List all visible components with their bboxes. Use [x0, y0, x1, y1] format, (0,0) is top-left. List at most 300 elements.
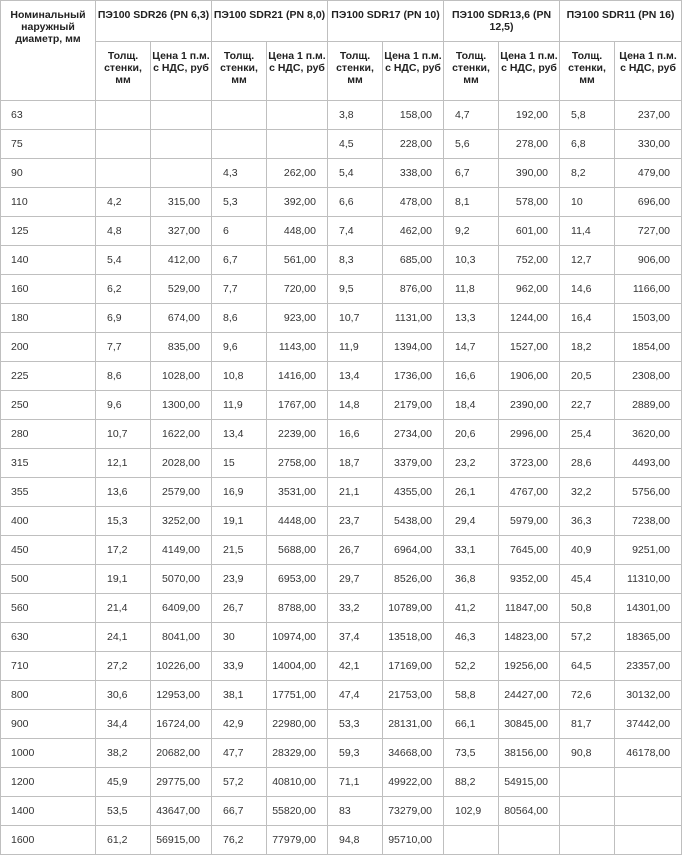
price-cell: 835,00 — [151, 333, 212, 362]
diameter-cell: 500 — [1, 565, 96, 594]
group-header-sdr26: ПЭ100 SDR26 (PN 6,3) — [96, 1, 212, 42]
table-row — [1, 188, 682, 217]
table-row — [1, 826, 682, 855]
thickness-cell: 88,2 — [444, 768, 499, 797]
thickness-cell: 7,7 — [212, 275, 267, 304]
price-cell: 3723,00 — [499, 449, 560, 478]
thickness-cell: 20,6 — [444, 420, 499, 449]
table-row — [1, 478, 682, 507]
thickness-cell: 27,2 — [96, 652, 151, 681]
price-cell: 6964,00 — [383, 536, 444, 565]
thickness-cell: 26,7 — [328, 536, 383, 565]
price-cell — [615, 797, 682, 826]
price-cell: 3252,00 — [151, 507, 212, 536]
thickness-cell — [96, 159, 151, 188]
price-cell: 2889,00 — [615, 391, 682, 420]
group-header-sdr11: ПЭ100 SDR11 (PN 16) — [560, 1, 682, 42]
thickness-cell: 61,2 — [96, 826, 151, 855]
thickness-header: Толщ. стенки, мм — [96, 42, 151, 101]
price-cell: 10974,00 — [267, 623, 328, 652]
price-cell: 9352,00 — [499, 565, 560, 594]
thickness-cell: 59,3 — [328, 739, 383, 768]
thickness-cell: 11,8 — [444, 275, 499, 304]
price-cell: 752,00 — [499, 246, 560, 275]
thickness-cell — [560, 768, 615, 797]
table-row — [1, 565, 682, 594]
thickness-cell: 6,7 — [212, 246, 267, 275]
price-cell: 38156,00 — [499, 739, 560, 768]
thickness-cell: 15 — [212, 449, 267, 478]
table-row — [1, 420, 682, 449]
price-cell: 30132,00 — [615, 681, 682, 710]
thickness-cell: 36,8 — [444, 565, 499, 594]
price-cell: 1028,00 — [151, 362, 212, 391]
thickness-cell: 64,5 — [560, 652, 615, 681]
thickness-cell — [212, 130, 267, 159]
price-cell: 4448,00 — [267, 507, 328, 536]
price-cell: 3379,00 — [383, 449, 444, 478]
price-cell: 412,00 — [151, 246, 212, 275]
price-header: Цена 1 п.м. с НДС, руб — [499, 42, 560, 101]
thickness-cell: 72,6 — [560, 681, 615, 710]
thickness-header: Толщ. стенки, мм — [444, 42, 499, 101]
price-cell: 962,00 — [499, 275, 560, 304]
thickness-cell: 19,1 — [212, 507, 267, 536]
diameter-cell: 90 — [1, 159, 96, 188]
thickness-cell: 46,3 — [444, 623, 499, 652]
thickness-cell — [96, 130, 151, 159]
thickness-cell: 13,4 — [328, 362, 383, 391]
thickness-cell — [212, 101, 267, 130]
price-cell: 21753,00 — [383, 681, 444, 710]
diameter-cell: 125 — [1, 217, 96, 246]
price-cell: 1854,00 — [615, 333, 682, 362]
thickness-cell: 6,7 — [444, 159, 499, 188]
price-cell: 37442,00 — [615, 710, 682, 739]
diameter-cell: 75 — [1, 130, 96, 159]
thickness-cell: 9,6 — [212, 333, 267, 362]
thickness-cell: 13,3 — [444, 304, 499, 333]
price-cell: 73279,00 — [383, 797, 444, 826]
price-cell: 5756,00 — [615, 478, 682, 507]
thickness-cell: 22,7 — [560, 391, 615, 420]
price-cell: 5979,00 — [499, 507, 560, 536]
price-cell: 4767,00 — [499, 478, 560, 507]
thickness-cell: 33,2 — [328, 594, 383, 623]
price-cell: 49922,00 — [383, 768, 444, 797]
thickness-cell: 53,5 — [96, 797, 151, 826]
thickness-cell: 16,6 — [444, 362, 499, 391]
price-cell: 392,00 — [267, 188, 328, 217]
thickness-cell: 8,1 — [444, 188, 499, 217]
price-cell: 9251,00 — [615, 536, 682, 565]
price-cell: 1131,00 — [383, 304, 444, 333]
diameter-cell: 160 — [1, 275, 96, 304]
table-row — [1, 304, 682, 333]
price-cell: 14004,00 — [267, 652, 328, 681]
table-row — [1, 246, 682, 275]
price-cell: 24427,00 — [499, 681, 560, 710]
diameter-header: Номинальный наружный диаметр, мм — [1, 1, 96, 101]
table-row — [1, 710, 682, 739]
thickness-cell: 7,7 — [96, 333, 151, 362]
thickness-cell: 90,8 — [560, 739, 615, 768]
price-cell: 56915,00 — [151, 826, 212, 855]
price-cell: 12953,00 — [151, 681, 212, 710]
header-row-subcolumns — [1, 42, 682, 101]
thickness-cell: 3,8 — [328, 101, 383, 130]
thickness-cell: 14,8 — [328, 391, 383, 420]
thickness-cell: 6,9 — [96, 304, 151, 333]
thickness-cell: 4,3 — [212, 159, 267, 188]
thickness-cell — [560, 797, 615, 826]
thickness-cell: 4,8 — [96, 217, 151, 246]
price-cell: 14301,00 — [615, 594, 682, 623]
thickness-cell: 21,5 — [212, 536, 267, 565]
thickness-cell: 29,4 — [444, 507, 499, 536]
price-cell: 3620,00 — [615, 420, 682, 449]
thickness-cell: 8,6 — [96, 362, 151, 391]
thickness-header: Толщ. стенки, мм — [328, 42, 383, 101]
thickness-cell: 16,4 — [560, 304, 615, 333]
diameter-cell: 250 — [1, 391, 96, 420]
price-cell: 11847,00 — [499, 594, 560, 623]
price-cell: 2579,00 — [151, 478, 212, 507]
thickness-cell: 16,9 — [212, 478, 267, 507]
thickness-cell: 57,2 — [560, 623, 615, 652]
diameter-cell: 560 — [1, 594, 96, 623]
thickness-cell: 50,8 — [560, 594, 615, 623]
price-cell: 601,00 — [499, 217, 560, 246]
thickness-cell: 102,9 — [444, 797, 499, 826]
thickness-cell: 23,9 — [212, 565, 267, 594]
thickness-cell: 42,9 — [212, 710, 267, 739]
thickness-cell: 53,3 — [328, 710, 383, 739]
thickness-cell: 18,4 — [444, 391, 499, 420]
price-cell: 6409,00 — [151, 594, 212, 623]
diameter-cell: 200 — [1, 333, 96, 362]
thickness-cell: 10,7 — [96, 420, 151, 449]
thickness-cell: 18,7 — [328, 449, 383, 478]
thickness-cell: 13,6 — [96, 478, 151, 507]
thickness-cell: 10,3 — [444, 246, 499, 275]
thickness-cell: 9,6 — [96, 391, 151, 420]
price-cell — [615, 826, 682, 855]
diameter-cell: 280 — [1, 420, 96, 449]
thickness-cell: 9,5 — [328, 275, 383, 304]
table-row — [1, 101, 682, 130]
price-cell: 55820,00 — [267, 797, 328, 826]
thickness-cell: 21,1 — [328, 478, 383, 507]
price-cell: 2308,00 — [615, 362, 682, 391]
thickness-cell: 5,6 — [444, 130, 499, 159]
thickness-cell: 34,4 — [96, 710, 151, 739]
thickness-cell: 19,1 — [96, 565, 151, 594]
thickness-cell: 4,7 — [444, 101, 499, 130]
group-header-sdr13-6: ПЭ100 SDR13,6 (PN 12,5) — [444, 1, 560, 42]
price-cell: 685,00 — [383, 246, 444, 275]
thickness-cell: 40,9 — [560, 536, 615, 565]
thickness-cell: 11,9 — [328, 333, 383, 362]
thickness-cell: 26,1 — [444, 478, 499, 507]
diameter-cell: 1600 — [1, 826, 96, 855]
diameter-cell: 800 — [1, 681, 96, 710]
thickness-cell: 17,2 — [96, 536, 151, 565]
price-cell: 228,00 — [383, 130, 444, 159]
price-cell: 19256,00 — [499, 652, 560, 681]
price-cell: 80564,00 — [499, 797, 560, 826]
price-cell — [151, 130, 212, 159]
thickness-cell: 6,2 — [96, 275, 151, 304]
price-cell: 1244,00 — [499, 304, 560, 333]
price-cell: 28329,00 — [267, 739, 328, 768]
price-cell: 14823,00 — [499, 623, 560, 652]
thickness-cell: 83 — [328, 797, 383, 826]
table-row — [1, 217, 682, 246]
price-cell: 1527,00 — [499, 333, 560, 362]
diameter-cell: 315 — [1, 449, 96, 478]
thickness-cell: 42,1 — [328, 652, 383, 681]
price-cell: 674,00 — [151, 304, 212, 333]
price-cell: 11310,00 — [615, 565, 682, 594]
thickness-cell: 47,4 — [328, 681, 383, 710]
thickness-cell: 23,7 — [328, 507, 383, 536]
price-cell: 315,00 — [151, 188, 212, 217]
price-cell: 13518,00 — [383, 623, 444, 652]
price-cell: 54915,00 — [499, 768, 560, 797]
price-cell: 327,00 — [151, 217, 212, 246]
thickness-cell: 66,7 — [212, 797, 267, 826]
price-header: Цена 1 п.м. с НДС, руб — [383, 42, 444, 101]
thickness-cell: 37,4 — [328, 623, 383, 652]
thickness-cell: 5,3 — [212, 188, 267, 217]
table-row — [1, 362, 682, 391]
table-row — [1, 391, 682, 420]
thickness-cell — [444, 826, 499, 855]
thickness-cell: 58,8 — [444, 681, 499, 710]
thickness-cell: 13,4 — [212, 420, 267, 449]
thickness-cell — [96, 101, 151, 130]
price-cell — [267, 130, 328, 159]
price-cell: 4149,00 — [151, 536, 212, 565]
price-cell: 478,00 — [383, 188, 444, 217]
price-cell: 448,00 — [267, 217, 328, 246]
price-cell: 2996,00 — [499, 420, 560, 449]
price-cell: 8526,00 — [383, 565, 444, 594]
thickness-cell: 33,1 — [444, 536, 499, 565]
price-cell — [499, 826, 560, 855]
thickness-cell: 10 — [560, 188, 615, 217]
thickness-cell: 76,2 — [212, 826, 267, 855]
diameter-cell: 180 — [1, 304, 96, 333]
price-cell: 338,00 — [383, 159, 444, 188]
price-cell: 158,00 — [383, 101, 444, 130]
diameter-cell: 400 — [1, 507, 96, 536]
price-cell: 2239,00 — [267, 420, 328, 449]
price-cell: 16724,00 — [151, 710, 212, 739]
price-cell: 1622,00 — [151, 420, 212, 449]
thickness-cell: 45,4 — [560, 565, 615, 594]
diameter-cell: 1400 — [1, 797, 96, 826]
table-row — [1, 594, 682, 623]
thickness-cell: 14,7 — [444, 333, 499, 362]
price-cell: 2028,00 — [151, 449, 212, 478]
table-row — [1, 275, 682, 304]
diameter-cell: 900 — [1, 710, 96, 739]
thickness-cell: 20,5 — [560, 362, 615, 391]
price-cell: 7238,00 — [615, 507, 682, 536]
price-cell: 29775,00 — [151, 768, 212, 797]
thickness-cell: 21,4 — [96, 594, 151, 623]
group-header-sdr17: ПЭ100 SDR17 (PN 10) — [328, 1, 444, 42]
price-cell: 6953,00 — [267, 565, 328, 594]
thickness-cell: 23,2 — [444, 449, 499, 478]
thickness-cell: 73,5 — [444, 739, 499, 768]
thickness-cell: 8,3 — [328, 246, 383, 275]
thickness-cell: 94,8 — [328, 826, 383, 855]
thickness-cell — [560, 826, 615, 855]
table-row — [1, 507, 682, 536]
price-cell: 1767,00 — [267, 391, 328, 420]
price-header: Цена 1 п.м. с НДС, руб — [151, 42, 212, 101]
price-cell: 5070,00 — [151, 565, 212, 594]
thickness-cell: 11,9 — [212, 391, 267, 420]
thickness-cell: 16,6 — [328, 420, 383, 449]
thickness-cell: 8,6 — [212, 304, 267, 333]
diameter-cell: 710 — [1, 652, 96, 681]
thickness-cell: 32,2 — [560, 478, 615, 507]
thickness-cell: 38,1 — [212, 681, 267, 710]
thickness-cell: 18,2 — [560, 333, 615, 362]
price-cell: 22980,00 — [267, 710, 328, 739]
price-cell: 462,00 — [383, 217, 444, 246]
table-row — [1, 797, 682, 826]
price-cell: 34668,00 — [383, 739, 444, 768]
diameter-cell: 1200 — [1, 768, 96, 797]
price-cell: 1394,00 — [383, 333, 444, 362]
thickness-cell: 26,7 — [212, 594, 267, 623]
diameter-cell: 110 — [1, 188, 96, 217]
thickness-cell: 14,6 — [560, 275, 615, 304]
thickness-cell: 15,3 — [96, 507, 151, 536]
table-row — [1, 536, 682, 565]
thickness-cell: 28,6 — [560, 449, 615, 478]
price-cell: 17169,00 — [383, 652, 444, 681]
price-cell: 906,00 — [615, 246, 682, 275]
table-row — [1, 159, 682, 188]
diameter-cell: 450 — [1, 536, 96, 565]
thickness-cell: 10,8 — [212, 362, 267, 391]
table-row — [1, 739, 682, 768]
diameter-cell: 140 — [1, 246, 96, 275]
thickness-cell: 12,7 — [560, 246, 615, 275]
price-cell: 28131,00 — [383, 710, 444, 739]
thickness-cell: 12,1 — [96, 449, 151, 478]
thickness-cell: 24,1 — [96, 623, 151, 652]
thickness-cell: 5,4 — [328, 159, 383, 188]
price-cell: 4493,00 — [615, 449, 682, 478]
price-cell: 77979,00 — [267, 826, 328, 855]
thickness-cell: 6,6 — [328, 188, 383, 217]
price-cell: 390,00 — [499, 159, 560, 188]
diameter-cell: 63 — [1, 101, 96, 130]
group-header-sdr21: ПЭ100 SDR21 (PN 8,0) — [212, 1, 328, 42]
price-cell: 1166,00 — [615, 275, 682, 304]
thickness-cell: 47,7 — [212, 739, 267, 768]
thickness-cell: 4,2 — [96, 188, 151, 217]
thickness-cell: 29,7 — [328, 565, 383, 594]
thickness-cell: 5,8 — [560, 101, 615, 130]
price-cell: 727,00 — [615, 217, 682, 246]
price-cell: 10226,00 — [151, 652, 212, 681]
price-cell: 578,00 — [499, 188, 560, 217]
thickness-cell: 52,2 — [444, 652, 499, 681]
price-cell: 1736,00 — [383, 362, 444, 391]
diameter-cell: 630 — [1, 623, 96, 652]
thickness-cell: 10,7 — [328, 304, 383, 333]
price-cell: 7645,00 — [499, 536, 560, 565]
price-cell: 1503,00 — [615, 304, 682, 333]
price-cell: 8041,00 — [151, 623, 212, 652]
price-cell: 720,00 — [267, 275, 328, 304]
price-cell: 18365,00 — [615, 623, 682, 652]
thickness-cell: 30 — [212, 623, 267, 652]
thickness-cell: 36,3 — [560, 507, 615, 536]
price-cell: 330,00 — [615, 130, 682, 159]
price-cell: 30845,00 — [499, 710, 560, 739]
thickness-cell: 25,4 — [560, 420, 615, 449]
price-cell: 1300,00 — [151, 391, 212, 420]
price-cell: 43647,00 — [151, 797, 212, 826]
price-cell: 923,00 — [267, 304, 328, 333]
price-cell: 262,00 — [267, 159, 328, 188]
price-header: Цена 1 п.м. с НДС, руб — [615, 42, 682, 101]
table-row — [1, 652, 682, 681]
thickness-cell: 9,2 — [444, 217, 499, 246]
price-cell: 278,00 — [499, 130, 560, 159]
price-cell: 17751,00 — [267, 681, 328, 710]
thickness-cell: 71,1 — [328, 768, 383, 797]
price-cell: 4355,00 — [383, 478, 444, 507]
price-cell: 40810,00 — [267, 768, 328, 797]
price-cell: 2734,00 — [383, 420, 444, 449]
price-cell: 1143,00 — [267, 333, 328, 362]
price-cell: 3531,00 — [267, 478, 328, 507]
price-cell: 2179,00 — [383, 391, 444, 420]
diameter-cell: 1000 — [1, 739, 96, 768]
thickness-cell: 33,9 — [212, 652, 267, 681]
price-cell: 696,00 — [615, 188, 682, 217]
thickness-cell: 81,7 — [560, 710, 615, 739]
price-cell: 2758,00 — [267, 449, 328, 478]
price-cell — [615, 768, 682, 797]
price-cell: 23357,00 — [615, 652, 682, 681]
price-cell: 5688,00 — [267, 536, 328, 565]
thickness-cell: 4,5 — [328, 130, 383, 159]
price-cell: 1906,00 — [499, 362, 560, 391]
diameter-cell: 355 — [1, 478, 96, 507]
thickness-cell: 30,6 — [96, 681, 151, 710]
price-cell — [151, 101, 212, 130]
thickness-cell: 38,2 — [96, 739, 151, 768]
thickness-cell: 5,4 — [96, 246, 151, 275]
price-cell: 561,00 — [267, 246, 328, 275]
table-body — [1, 101, 682, 855]
price-cell: 1416,00 — [267, 362, 328, 391]
thickness-cell: 66,1 — [444, 710, 499, 739]
price-cell — [267, 101, 328, 130]
table-row — [1, 449, 682, 478]
